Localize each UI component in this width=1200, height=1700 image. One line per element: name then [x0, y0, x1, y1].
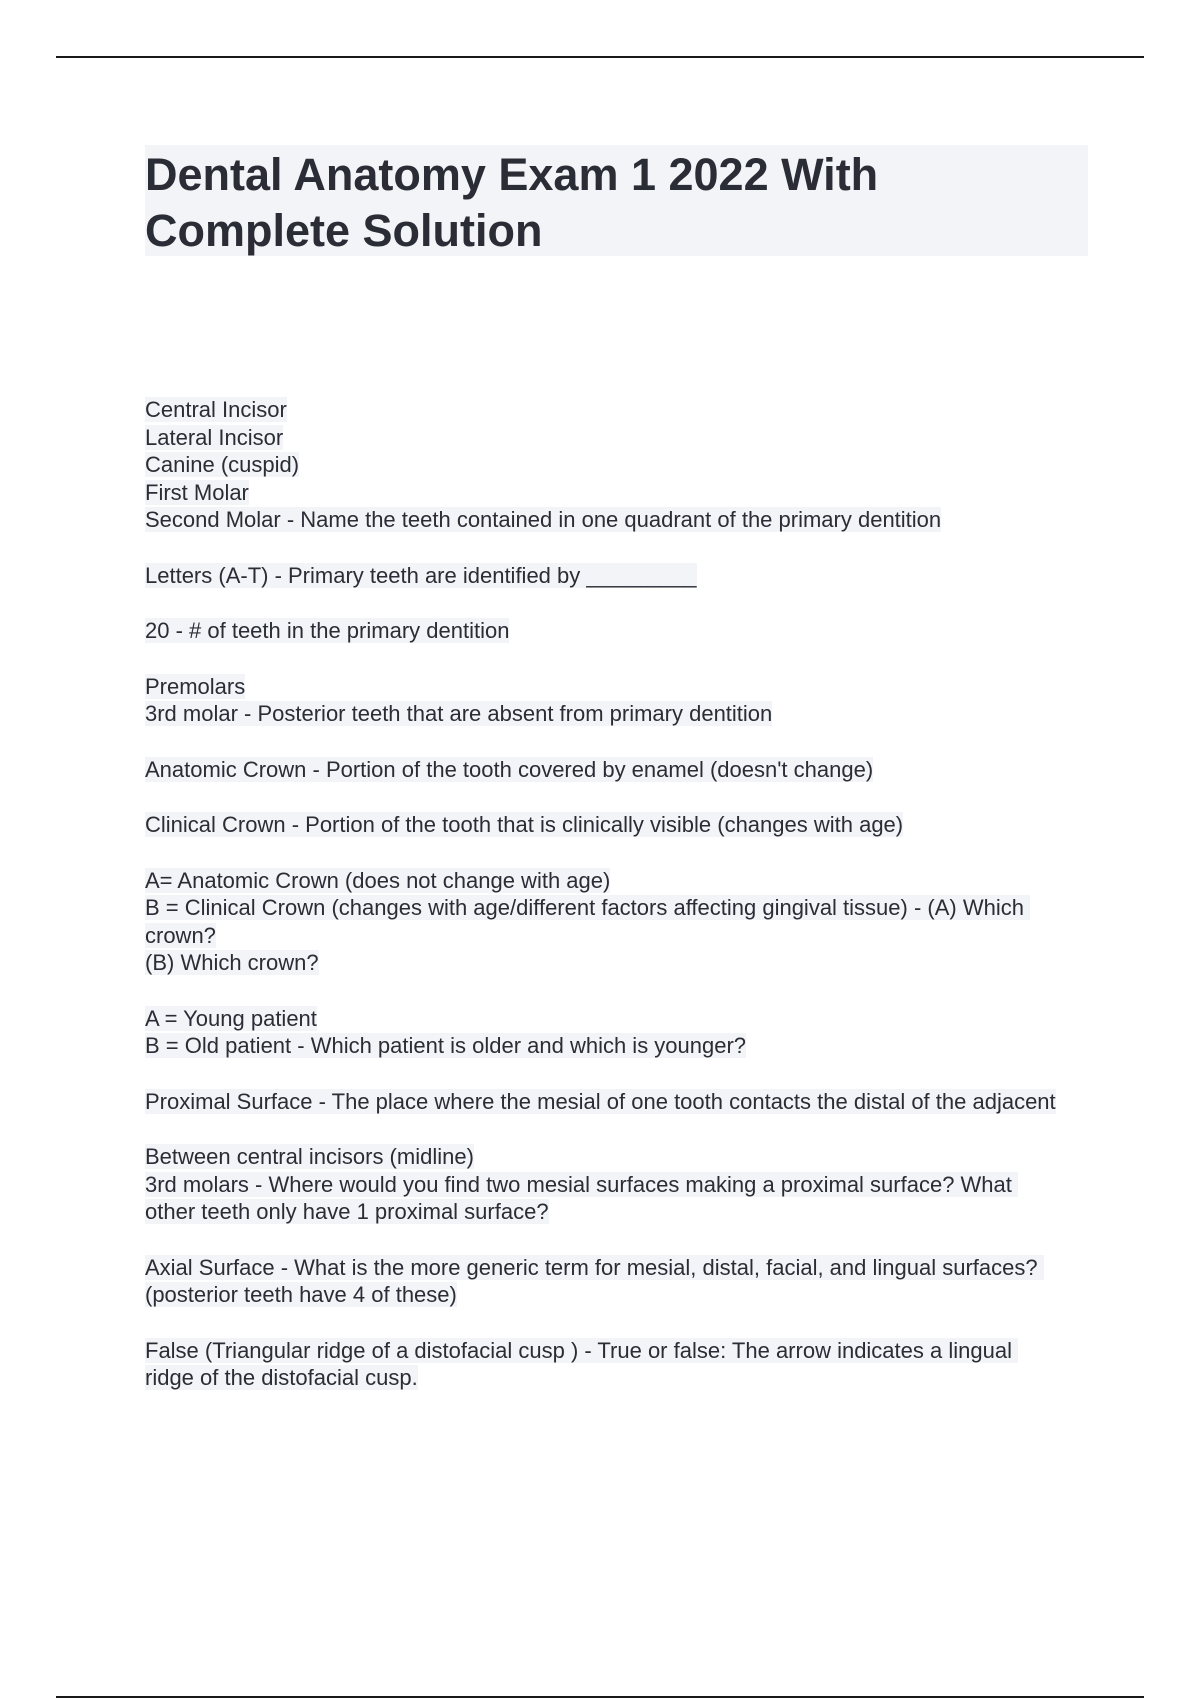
flashcard [145, 673, 1065, 728]
card-line: Letters (A-T) - Primary teeth are identified by _________ [145, 562, 697, 588]
flashcard [145, 811, 1065, 839]
card-line: 20 - # of teeth in the primary dentition [145, 618, 510, 643]
flashcard [145, 562, 1065, 590]
footer-rule [56, 1696, 1144, 1698]
card-line: Second Molar - Name the teeth contained in one quadrant of the primary dentition [145, 507, 942, 532]
card-line: First Molar [145, 479, 249, 505]
flashcard [145, 756, 1065, 784]
flashcard [145, 396, 1065, 534]
card-line: Central Incisor [145, 397, 287, 422]
flashcard [145, 1143, 1065, 1226]
card-line: A= Anatomic Crown (does not change with age) [145, 867, 611, 893]
card-line: 3rd molars - Where would you find two mesial surfaces making a proximal surface? What other teeth only have 1 proximal surface? [145, 1171, 1019, 1224]
card-line: A = Young patient [145, 1005, 317, 1031]
title-line: Complete Solution [145, 205, 543, 256]
flashcard-list [145, 396, 1065, 1420]
card-line: False (Triangular ridge of a distofacial cusp ) - True or false: The arrow indicates a lingual ridge of the distofacial cusp. [145, 1337, 1019, 1390]
card-line: Anatomic Crown - Portion of the tooth covered by enamel (doesn't change) [145, 756, 874, 782]
card-line: Clinical Crown - Portion of the tooth that is clinically visible (changes with age) [145, 812, 904, 837]
flashcard [145, 1005, 1065, 1060]
flashcard [145, 1088, 1065, 1116]
card-line: Proximal Surface - The place where the mesial of one tooth contacts the distal of the adjacent [145, 1088, 1056, 1114]
flashcard [145, 1254, 1065, 1309]
title-line: Dental Anatomy Exam 1 2022 With [145, 149, 879, 200]
flashcard [145, 617, 1065, 645]
card-line: Canine (cuspid) [145, 452, 300, 477]
card-line: Between central incisors (midline) [145, 1144, 474, 1169]
card-line: 3rd molar - Posterior teeth that are absent from primary dentition [145, 701, 773, 726]
card-line: B = Old patient - Which patient is older and which is younger? [145, 1033, 747, 1058]
card-line: (B) Which crown? [145, 950, 319, 975]
card-line: Axial Surface - What is the more generic term for mesial, distal, facial, and lingual surfaces? (posterior teeth have 4 of these) [145, 1254, 1044, 1307]
page-title [145, 147, 878, 259]
flashcard [145, 867, 1065, 977]
flashcard [145, 1337, 1065, 1392]
header-rule [56, 56, 1144, 58]
card-line: B = Clinical Crown (changes with age/different factors affecting gingival tissue) - (A) Which crown? [145, 895, 1031, 948]
card-line: Lateral Incisor [145, 424, 284, 450]
card-line: Premolars [145, 673, 246, 699]
title-block [145, 145, 1088, 256]
